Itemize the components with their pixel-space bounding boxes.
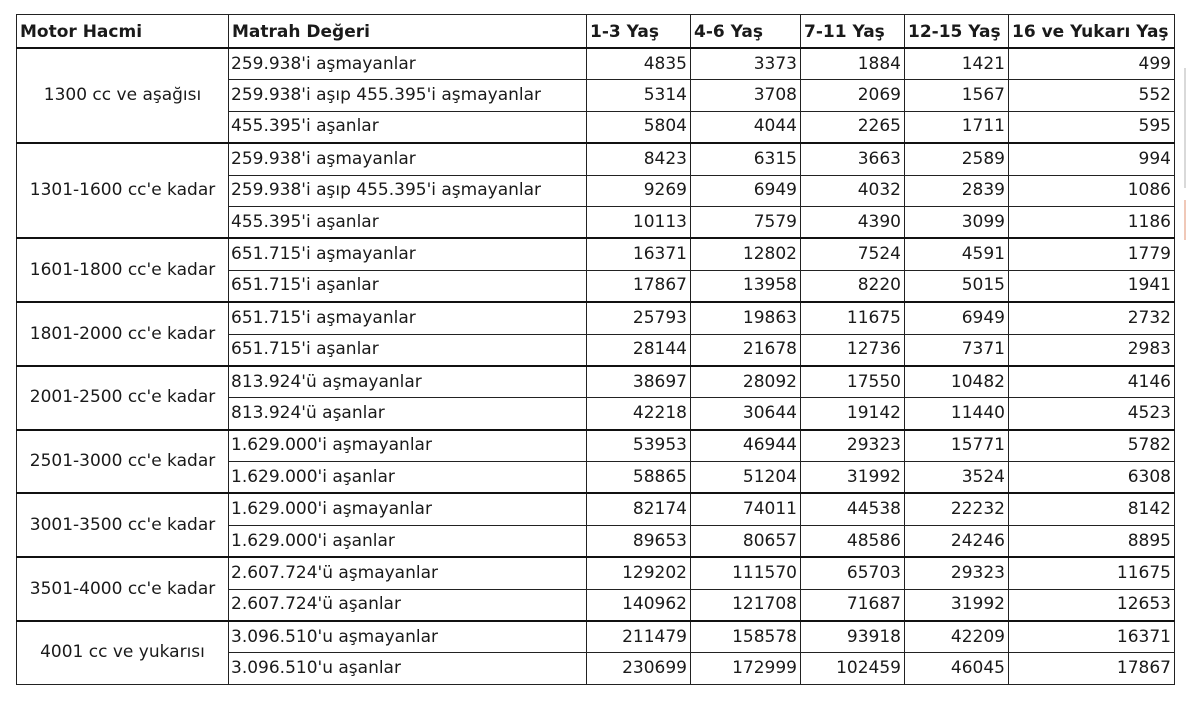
table-row bbox=[17, 621, 1175, 653]
tax-value-cell: 19863 bbox=[691, 302, 801, 334]
tax-value-cell: 1567 bbox=[905, 80, 1009, 111]
table-row bbox=[17, 238, 1175, 270]
tax-value-cell: 129202 bbox=[587, 557, 691, 589]
tax-value-cell: 4146 bbox=[1009, 366, 1175, 398]
matrah-cell: 259.938'i aşıp 455.395'i aşmayanlar bbox=[229, 80, 587, 111]
engine-size-cell: 1801-2000 cc'e kadar bbox=[17, 302, 229, 366]
tax-value-cell: 22232 bbox=[905, 493, 1009, 525]
header-age-16-plus: 16 ve Yukarı Yaş bbox=[1009, 15, 1175, 49]
tax-value-cell: 16371 bbox=[1009, 621, 1175, 653]
engine-size-cell: 1301-1600 cc'e kadar bbox=[17, 143, 229, 238]
tax-value-cell: 51204 bbox=[691, 462, 801, 494]
tax-value-cell: 4835 bbox=[587, 48, 691, 80]
tax-value-cell: 28144 bbox=[587, 334, 691, 366]
matrah-cell: 813.924'ü aşanlar bbox=[229, 398, 587, 430]
tax-value-cell: 7579 bbox=[691, 206, 801, 238]
matrah-cell: 3.096.510'u aşmayanlar bbox=[229, 621, 587, 653]
tax-value-cell: 7371 bbox=[905, 334, 1009, 366]
matrah-cell: 259.938'i aşmayanlar bbox=[229, 48, 587, 80]
matrah-cell: 259.938'i aşıp 455.395'i aşmayanlar bbox=[229, 175, 587, 206]
tax-value-cell: 994 bbox=[1009, 143, 1175, 175]
header-age-1-3: 1-3 Yaş bbox=[587, 15, 691, 49]
tax-value-cell: 4044 bbox=[691, 111, 801, 143]
tax-value-cell: 82174 bbox=[587, 493, 691, 525]
tax-value-cell: 29323 bbox=[905, 557, 1009, 589]
tax-value-cell: 230699 bbox=[587, 653, 691, 684]
tax-value-cell: 17867 bbox=[1009, 653, 1175, 684]
tax-value-cell: 3373 bbox=[691, 48, 801, 80]
matrah-cell: 1.629.000'i aşanlar bbox=[229, 525, 587, 557]
tax-value-cell: 3708 bbox=[691, 80, 801, 111]
tax-value-cell: 4390 bbox=[801, 206, 905, 238]
tax-value-cell: 2069 bbox=[801, 80, 905, 111]
tax-value-cell: 15771 bbox=[905, 430, 1009, 462]
engine-size-cell: 1300 cc ve aşağısı bbox=[17, 48, 229, 143]
tax-value-cell: 46045 bbox=[905, 653, 1009, 684]
matrah-cell: 455.395'i aşanlar bbox=[229, 206, 587, 238]
tax-value-cell: 21678 bbox=[691, 334, 801, 366]
tax-value-cell: 28092 bbox=[691, 366, 801, 398]
tax-value-cell: 25793 bbox=[587, 302, 691, 334]
matrah-cell: 2.607.724'ü aşmayanlar bbox=[229, 557, 587, 589]
engine-size-cell: 3501-4000 cc'e kadar bbox=[17, 557, 229, 621]
tax-value-cell: 1186 bbox=[1009, 206, 1175, 238]
tax-value-cell: 8423 bbox=[587, 143, 691, 175]
tax-value-cell: 4032 bbox=[801, 175, 905, 206]
tax-value-cell: 2983 bbox=[1009, 334, 1175, 366]
tax-value-cell: 6949 bbox=[691, 175, 801, 206]
tax-value-cell: 11675 bbox=[1009, 557, 1175, 589]
engine-size-cell: 3001-3500 cc'e kadar bbox=[17, 493, 229, 557]
tax-value-cell: 211479 bbox=[587, 621, 691, 653]
matrah-cell: 1.629.000'i aşanlar bbox=[229, 462, 587, 494]
matrah-cell: 651.715'i aşanlar bbox=[229, 270, 587, 302]
tax-value-cell: 74011 bbox=[691, 493, 801, 525]
tax-value-cell: 93918 bbox=[801, 621, 905, 653]
matrah-cell: 651.715'i aşanlar bbox=[229, 334, 587, 366]
tax-value-cell: 48586 bbox=[801, 525, 905, 557]
tax-value-cell: 2589 bbox=[905, 143, 1009, 175]
table-row bbox=[17, 48, 1175, 80]
tax-value-cell: 4591 bbox=[905, 238, 1009, 270]
tax-value-cell: 158578 bbox=[691, 621, 801, 653]
tax-value-cell: 31992 bbox=[905, 589, 1009, 621]
tax-value-cell: 1711 bbox=[905, 111, 1009, 143]
tax-value-cell: 80657 bbox=[691, 525, 801, 557]
tax-value-cell: 19142 bbox=[801, 398, 905, 430]
table-row bbox=[17, 430, 1175, 462]
header-motor-hacmi: Motor Hacmi bbox=[17, 15, 229, 49]
tax-value-cell: 10482 bbox=[905, 366, 1009, 398]
table-row bbox=[17, 493, 1175, 525]
tax-value-cell: 71687 bbox=[801, 589, 905, 621]
matrah-cell: 813.924'ü aşmayanlar bbox=[229, 366, 587, 398]
tax-value-cell: 4523 bbox=[1009, 398, 1175, 430]
tax-value-cell: 38697 bbox=[587, 366, 691, 398]
tax-value-cell: 102459 bbox=[801, 653, 905, 684]
table-row bbox=[17, 143, 1175, 175]
tax-value-cell: 29323 bbox=[801, 430, 905, 462]
header-matrah-degeri: Matrah Değeri bbox=[229, 15, 587, 49]
tax-value-cell: 1884 bbox=[801, 48, 905, 80]
table-row bbox=[17, 302, 1175, 334]
tax-value-cell: 2732 bbox=[1009, 302, 1175, 334]
tax-value-cell: 30644 bbox=[691, 398, 801, 430]
tax-value-cell: 499 bbox=[1009, 48, 1175, 80]
tax-value-cell: 46944 bbox=[691, 430, 801, 462]
tax-value-cell: 1779 bbox=[1009, 238, 1175, 270]
tax-value-cell: 1086 bbox=[1009, 175, 1175, 206]
tax-value-cell: 42218 bbox=[587, 398, 691, 430]
tax-value-cell: 89653 bbox=[587, 525, 691, 557]
tax-value-cell: 17867 bbox=[587, 270, 691, 302]
tax-value-cell: 140962 bbox=[587, 589, 691, 621]
tax-value-cell: 65703 bbox=[801, 557, 905, 589]
tax-value-cell: 24246 bbox=[905, 525, 1009, 557]
tax-value-cell: 111570 bbox=[691, 557, 801, 589]
tax-value-cell: 8220 bbox=[801, 270, 905, 302]
tax-value-cell: 3663 bbox=[801, 143, 905, 175]
tax-value-cell: 11440 bbox=[905, 398, 1009, 430]
tax-value-cell: 3099 bbox=[905, 206, 1009, 238]
tax-value-cell: 172999 bbox=[691, 653, 801, 684]
matrah-cell: 259.938'i aşmayanlar bbox=[229, 143, 587, 175]
tax-value-cell: 12653 bbox=[1009, 589, 1175, 621]
tax-value-cell: 6308 bbox=[1009, 462, 1175, 494]
tax-value-cell: 42209 bbox=[905, 621, 1009, 653]
engine-size-cell: 2501-3000 cc'e kadar bbox=[17, 430, 229, 494]
tax-value-cell: 16371 bbox=[587, 238, 691, 270]
tax-value-cell: 595 bbox=[1009, 111, 1175, 143]
matrah-cell: 2.607.724'ü aşanlar bbox=[229, 589, 587, 621]
tax-value-cell: 53953 bbox=[587, 430, 691, 462]
table-row bbox=[17, 557, 1175, 589]
tax-value-cell: 5782 bbox=[1009, 430, 1175, 462]
tax-value-cell: 7524 bbox=[801, 238, 905, 270]
tax-value-cell: 8142 bbox=[1009, 493, 1175, 525]
tax-value-cell: 12802 bbox=[691, 238, 801, 270]
tax-value-cell: 58865 bbox=[587, 462, 691, 494]
tax-value-cell: 13958 bbox=[691, 270, 801, 302]
tax-value-cell: 8895 bbox=[1009, 525, 1175, 557]
right-edge-mark bbox=[1184, 68, 1186, 188]
tax-value-cell: 2839 bbox=[905, 175, 1009, 206]
tax-value-cell: 44538 bbox=[801, 493, 905, 525]
engine-size-cell: 4001 cc ve yukarısı bbox=[17, 621, 229, 684]
tax-value-cell: 3524 bbox=[905, 462, 1009, 494]
matrah-cell: 651.715'i aşmayanlar bbox=[229, 302, 587, 334]
tax-value-cell: 12736 bbox=[801, 334, 905, 366]
header-age-7-11: 7-11 Yaş bbox=[801, 15, 905, 49]
matrah-cell: 651.715'i aşmayanlar bbox=[229, 238, 587, 270]
matrah-cell: 455.395'i aşanlar bbox=[229, 111, 587, 143]
tax-value-cell: 2265 bbox=[801, 111, 905, 143]
tax-value-cell: 6315 bbox=[691, 143, 801, 175]
matrah-cell: 1.629.000'i aşmayanlar bbox=[229, 430, 587, 462]
tax-value-cell: 1941 bbox=[1009, 270, 1175, 302]
engine-size-cell: 2001-2500 cc'e kadar bbox=[17, 366, 229, 430]
tax-value-cell: 6949 bbox=[905, 302, 1009, 334]
tax-value-cell: 9269 bbox=[587, 175, 691, 206]
engine-size-cell: 1601-1800 cc'e kadar bbox=[17, 238, 229, 302]
tax-value-cell: 121708 bbox=[691, 589, 801, 621]
tax-value-cell: 5015 bbox=[905, 270, 1009, 302]
tax-value-cell: 552 bbox=[1009, 80, 1175, 111]
matrah-cell: 3.096.510'u aşanlar bbox=[229, 653, 587, 684]
matrah-cell: 1.629.000'i aşmayanlar bbox=[229, 493, 587, 525]
header-age-4-6: 4-6 Yaş bbox=[691, 15, 801, 49]
header-row bbox=[17, 15, 1175, 49]
right-edge-mark bbox=[1184, 200, 1186, 240]
table-row bbox=[17, 366, 1175, 398]
tax-table bbox=[16, 14, 1175, 685]
table-body bbox=[17, 48, 1175, 684]
tax-value-cell: 5804 bbox=[587, 111, 691, 143]
tax-value-cell: 5314 bbox=[587, 80, 691, 111]
tax-value-cell: 10113 bbox=[587, 206, 691, 238]
tax-value-cell: 11675 bbox=[801, 302, 905, 334]
tax-value-cell: 1421 bbox=[905, 48, 1009, 80]
header-age-12-15: 12-15 Yaş bbox=[905, 15, 1009, 49]
tax-value-cell: 31992 bbox=[801, 462, 905, 494]
tax-value-cell: 17550 bbox=[801, 366, 905, 398]
